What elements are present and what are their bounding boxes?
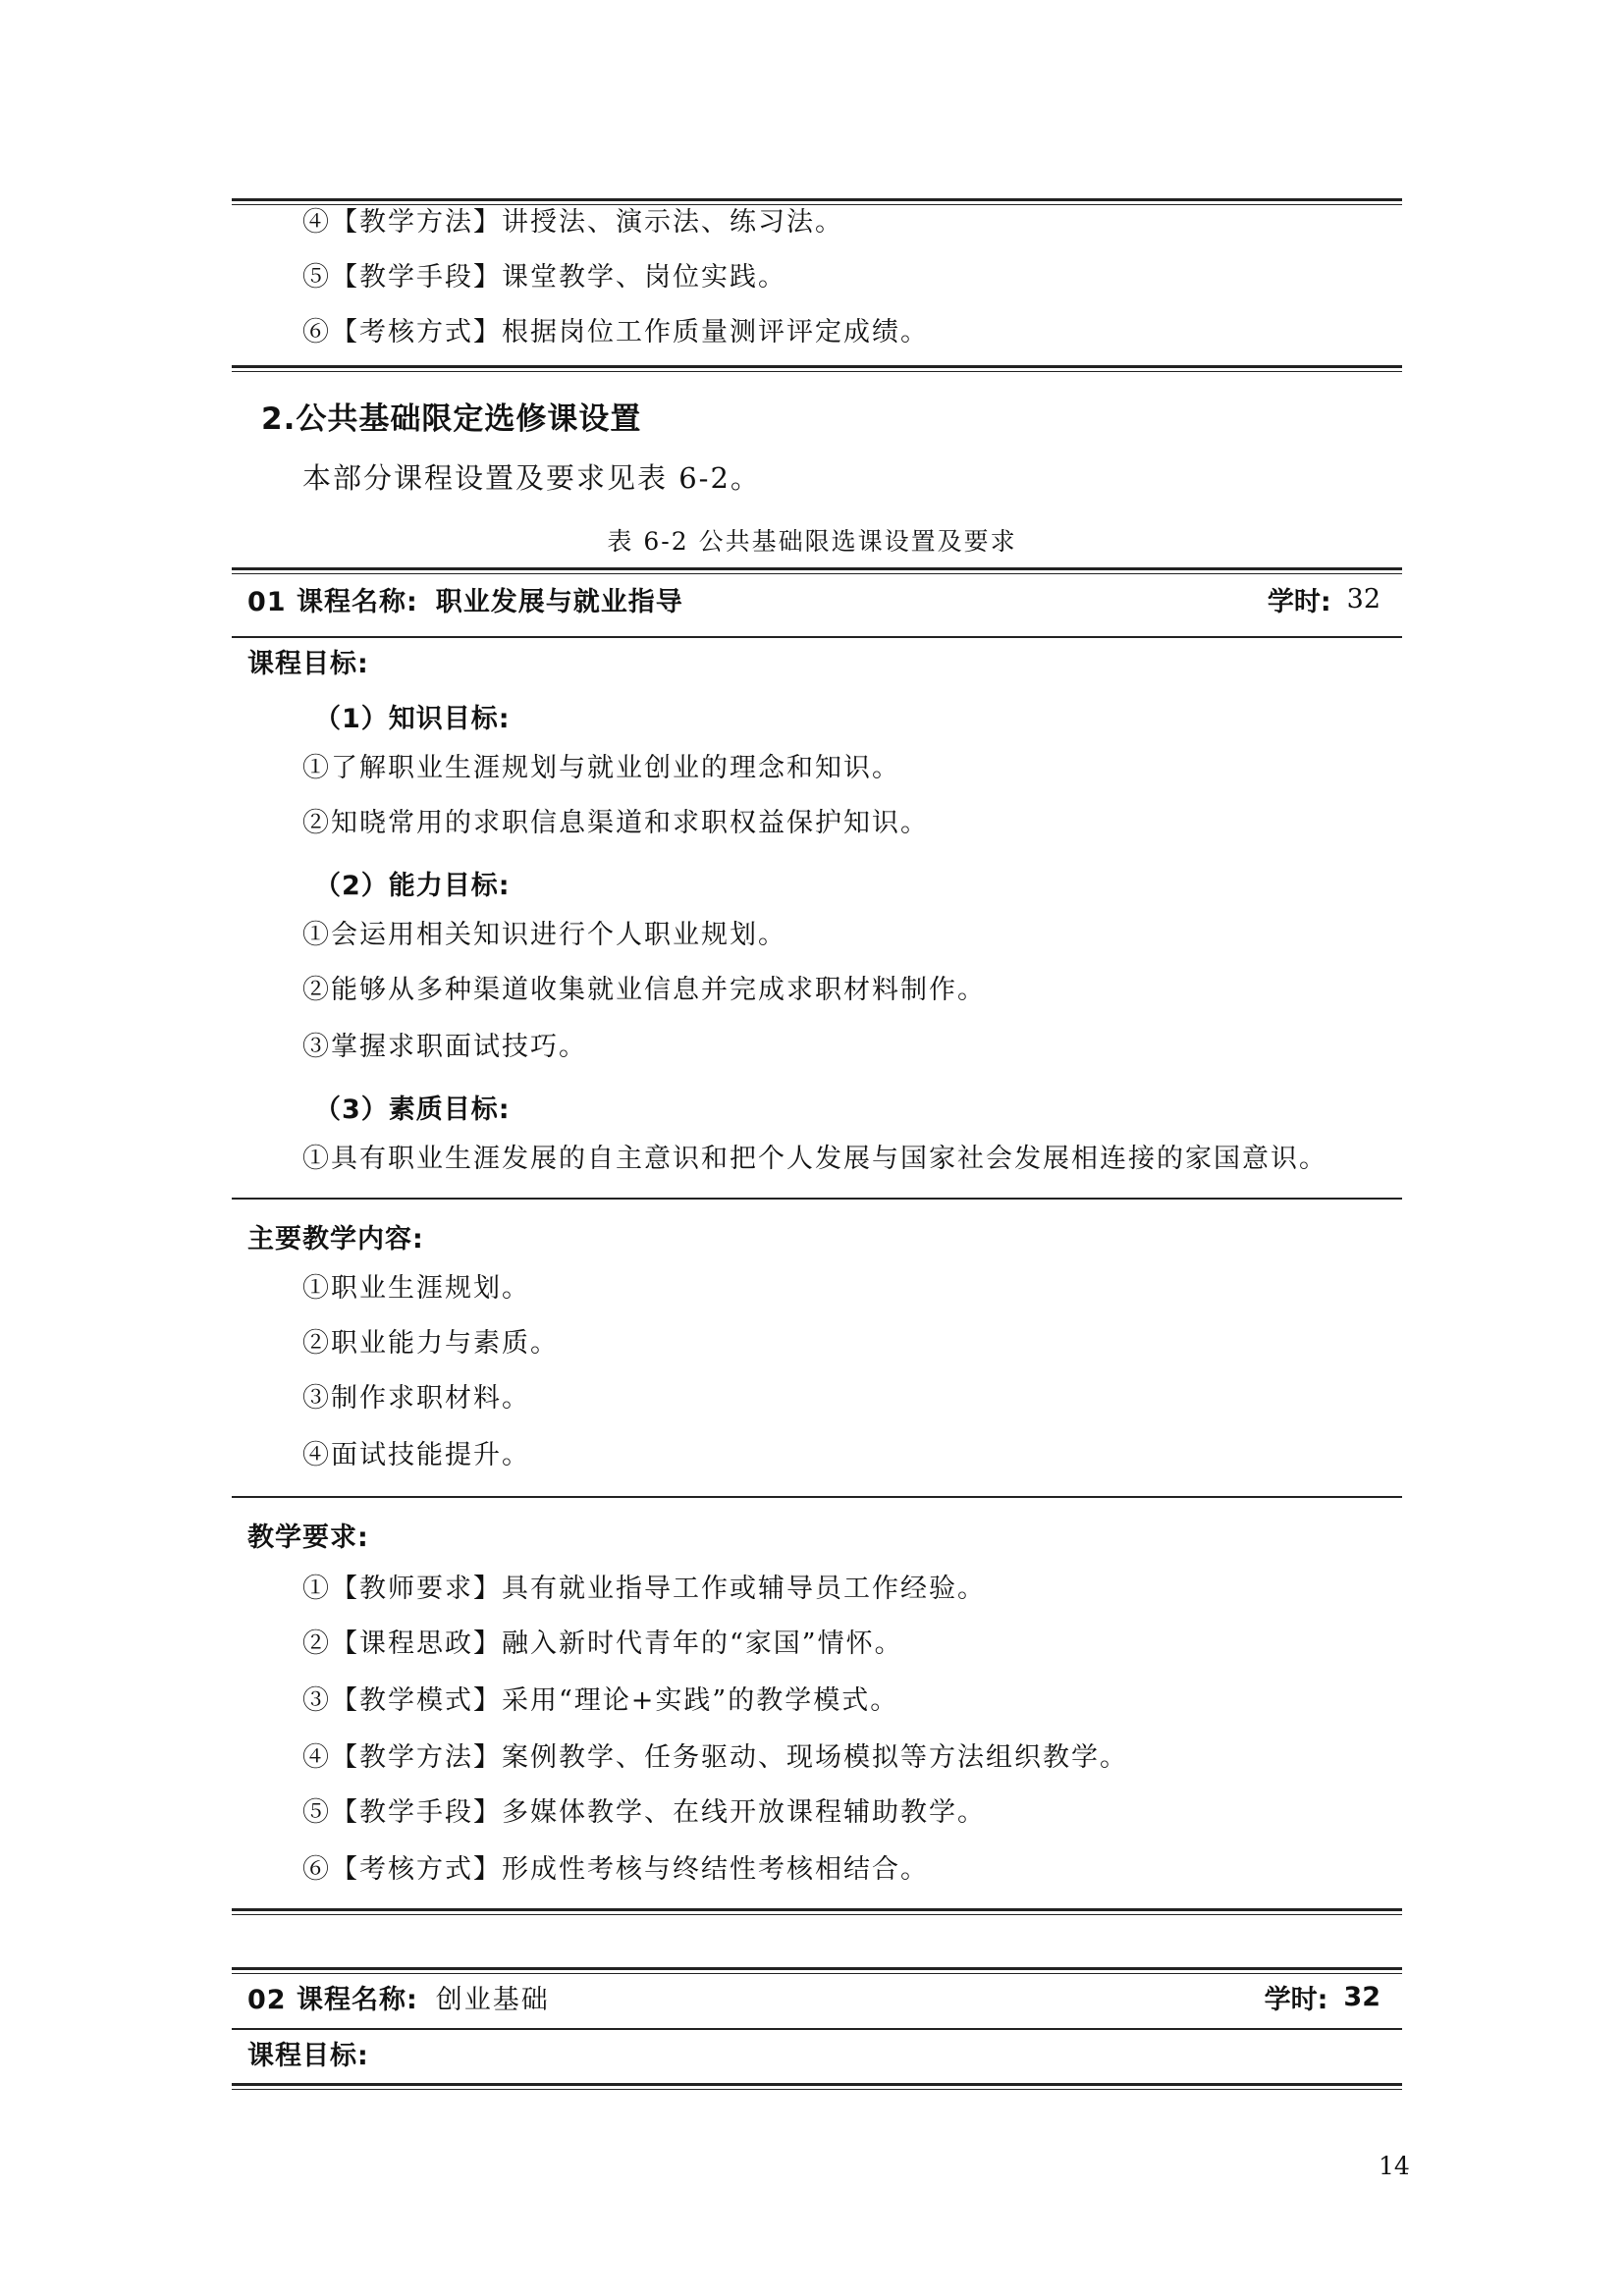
- course2-header: [247, 1979, 1380, 2014]
- requirement-item-6: ⑥【考核方式】形成性考核与终结性考核相结合。: [302, 1854, 929, 1885]
- course1-hours-value: 32: [1346, 583, 1380, 614]
- course1-name-value: 职业发展与就业指导: [435, 586, 683, 617]
- course1-requirements-label: 教学要求:: [247, 1522, 369, 1553]
- requirement-item-3: ③【教学模式】采用“理论+实践”的教学模式。: [302, 1685, 899, 1716]
- ability-item-1: ①会运用相关知识进行个人职业规划。: [302, 920, 786, 950]
- top-item-6: ⑥【考核方式】根据岗位工作质量测评评定成绩。: [302, 317, 929, 347]
- top-item-5: ⑤【教学手段】课堂教学、岗位实践。: [302, 262, 786, 293]
- ability-item-3: ③掌握求职面试技巧。: [302, 1032, 587, 1062]
- top-item-4: ④【教学方法】讲授法、演示法、练习法。: [302, 207, 843, 238]
- quality-goals-label: （3）素质目标:: [314, 1095, 511, 1125]
- page-number: 14: [1379, 2152, 1410, 2180]
- quality-item-1: ①具有职业生涯发展的自主意识和把个人发展与国家社会发展相连接的家国意识。: [302, 1144, 1327, 1174]
- table-top-rule: [232, 198, 1402, 205]
- course2-goals-label: 课程目标:: [247, 2041, 369, 2071]
- course2-hours-label: 学时:: [1264, 1984, 1328, 2015]
- course1-name-label: 01 课程名称:: [247, 586, 418, 617]
- section-heading: 2.公共基础限定选修课设置: [261, 401, 642, 437]
- requirement-item-2: ②【课程思政】融入新时代青年的“家国”情怀。: [302, 1629, 903, 1659]
- content-item-1: ①职业生涯规划。: [302, 1273, 530, 1304]
- course1-content-label: 主要教学内容:: [247, 1224, 424, 1255]
- course1-header-rule: [232, 636, 1402, 638]
- course1-hours-label: 学时:: [1267, 586, 1331, 617]
- course2-bottom-rule: [232, 2083, 1402, 2090]
- intro-text: 本部分课程设置及要求见表 6-2。: [302, 461, 761, 495]
- requirement-item-1: ①【教师要求】具有就业指导工作或辅导员工作经验。: [302, 1574, 986, 1604]
- course2-header-rule: [232, 2028, 1402, 2030]
- table-bottom-rule: [232, 365, 1402, 372]
- table-caption: 表 6-2 公共基础限选课设置及要求: [607, 527, 1017, 556]
- course2-name-value: 创业基础: [435, 1984, 550, 2015]
- requirement-item-4: ④【教学方法】案例教学、任务驱动、现场模拟等方法组织教学。: [302, 1742, 1128, 1773]
- course1-goals-label: 课程目标:: [247, 649, 369, 679]
- course1-content-rule: [232, 1496, 1402, 1498]
- knowledge-item-2: ②知晓常用的求职信息渠道和求职权益保护知识。: [302, 808, 929, 838]
- content-item-2: ②职业能力与素质。: [302, 1328, 559, 1359]
- course2-top-rule: [232, 1967, 1402, 1974]
- ability-item-2: ②能够从多种渠道收集就业信息并完成求职材料制作。: [302, 975, 986, 1005]
- course1-goals-rule: [232, 1198, 1402, 1200]
- course2-name-label: 02 课程名称:: [247, 1984, 418, 2015]
- requirement-item-5: ⑤【教学手段】多媒体教学、在线开放课程辅助教学。: [302, 1797, 986, 1828]
- content-item-3: ③制作求职材料。: [302, 1383, 530, 1414]
- course1-top-rule: [232, 567, 1402, 574]
- content-item-4: ④面试技能提升。: [302, 1440, 530, 1470]
- course1-bottom-rule: [232, 1908, 1402, 1915]
- course2-hours-value: 32: [1343, 1981, 1380, 2012]
- knowledge-item-1: ①了解职业生涯规划与就业创业的理念和知识。: [302, 753, 900, 783]
- ability-goals-label: （2）能力目标:: [314, 871, 511, 901]
- course1-header: [247, 581, 1380, 616]
- knowledge-goals-label: （1）知识目标:: [314, 704, 511, 734]
